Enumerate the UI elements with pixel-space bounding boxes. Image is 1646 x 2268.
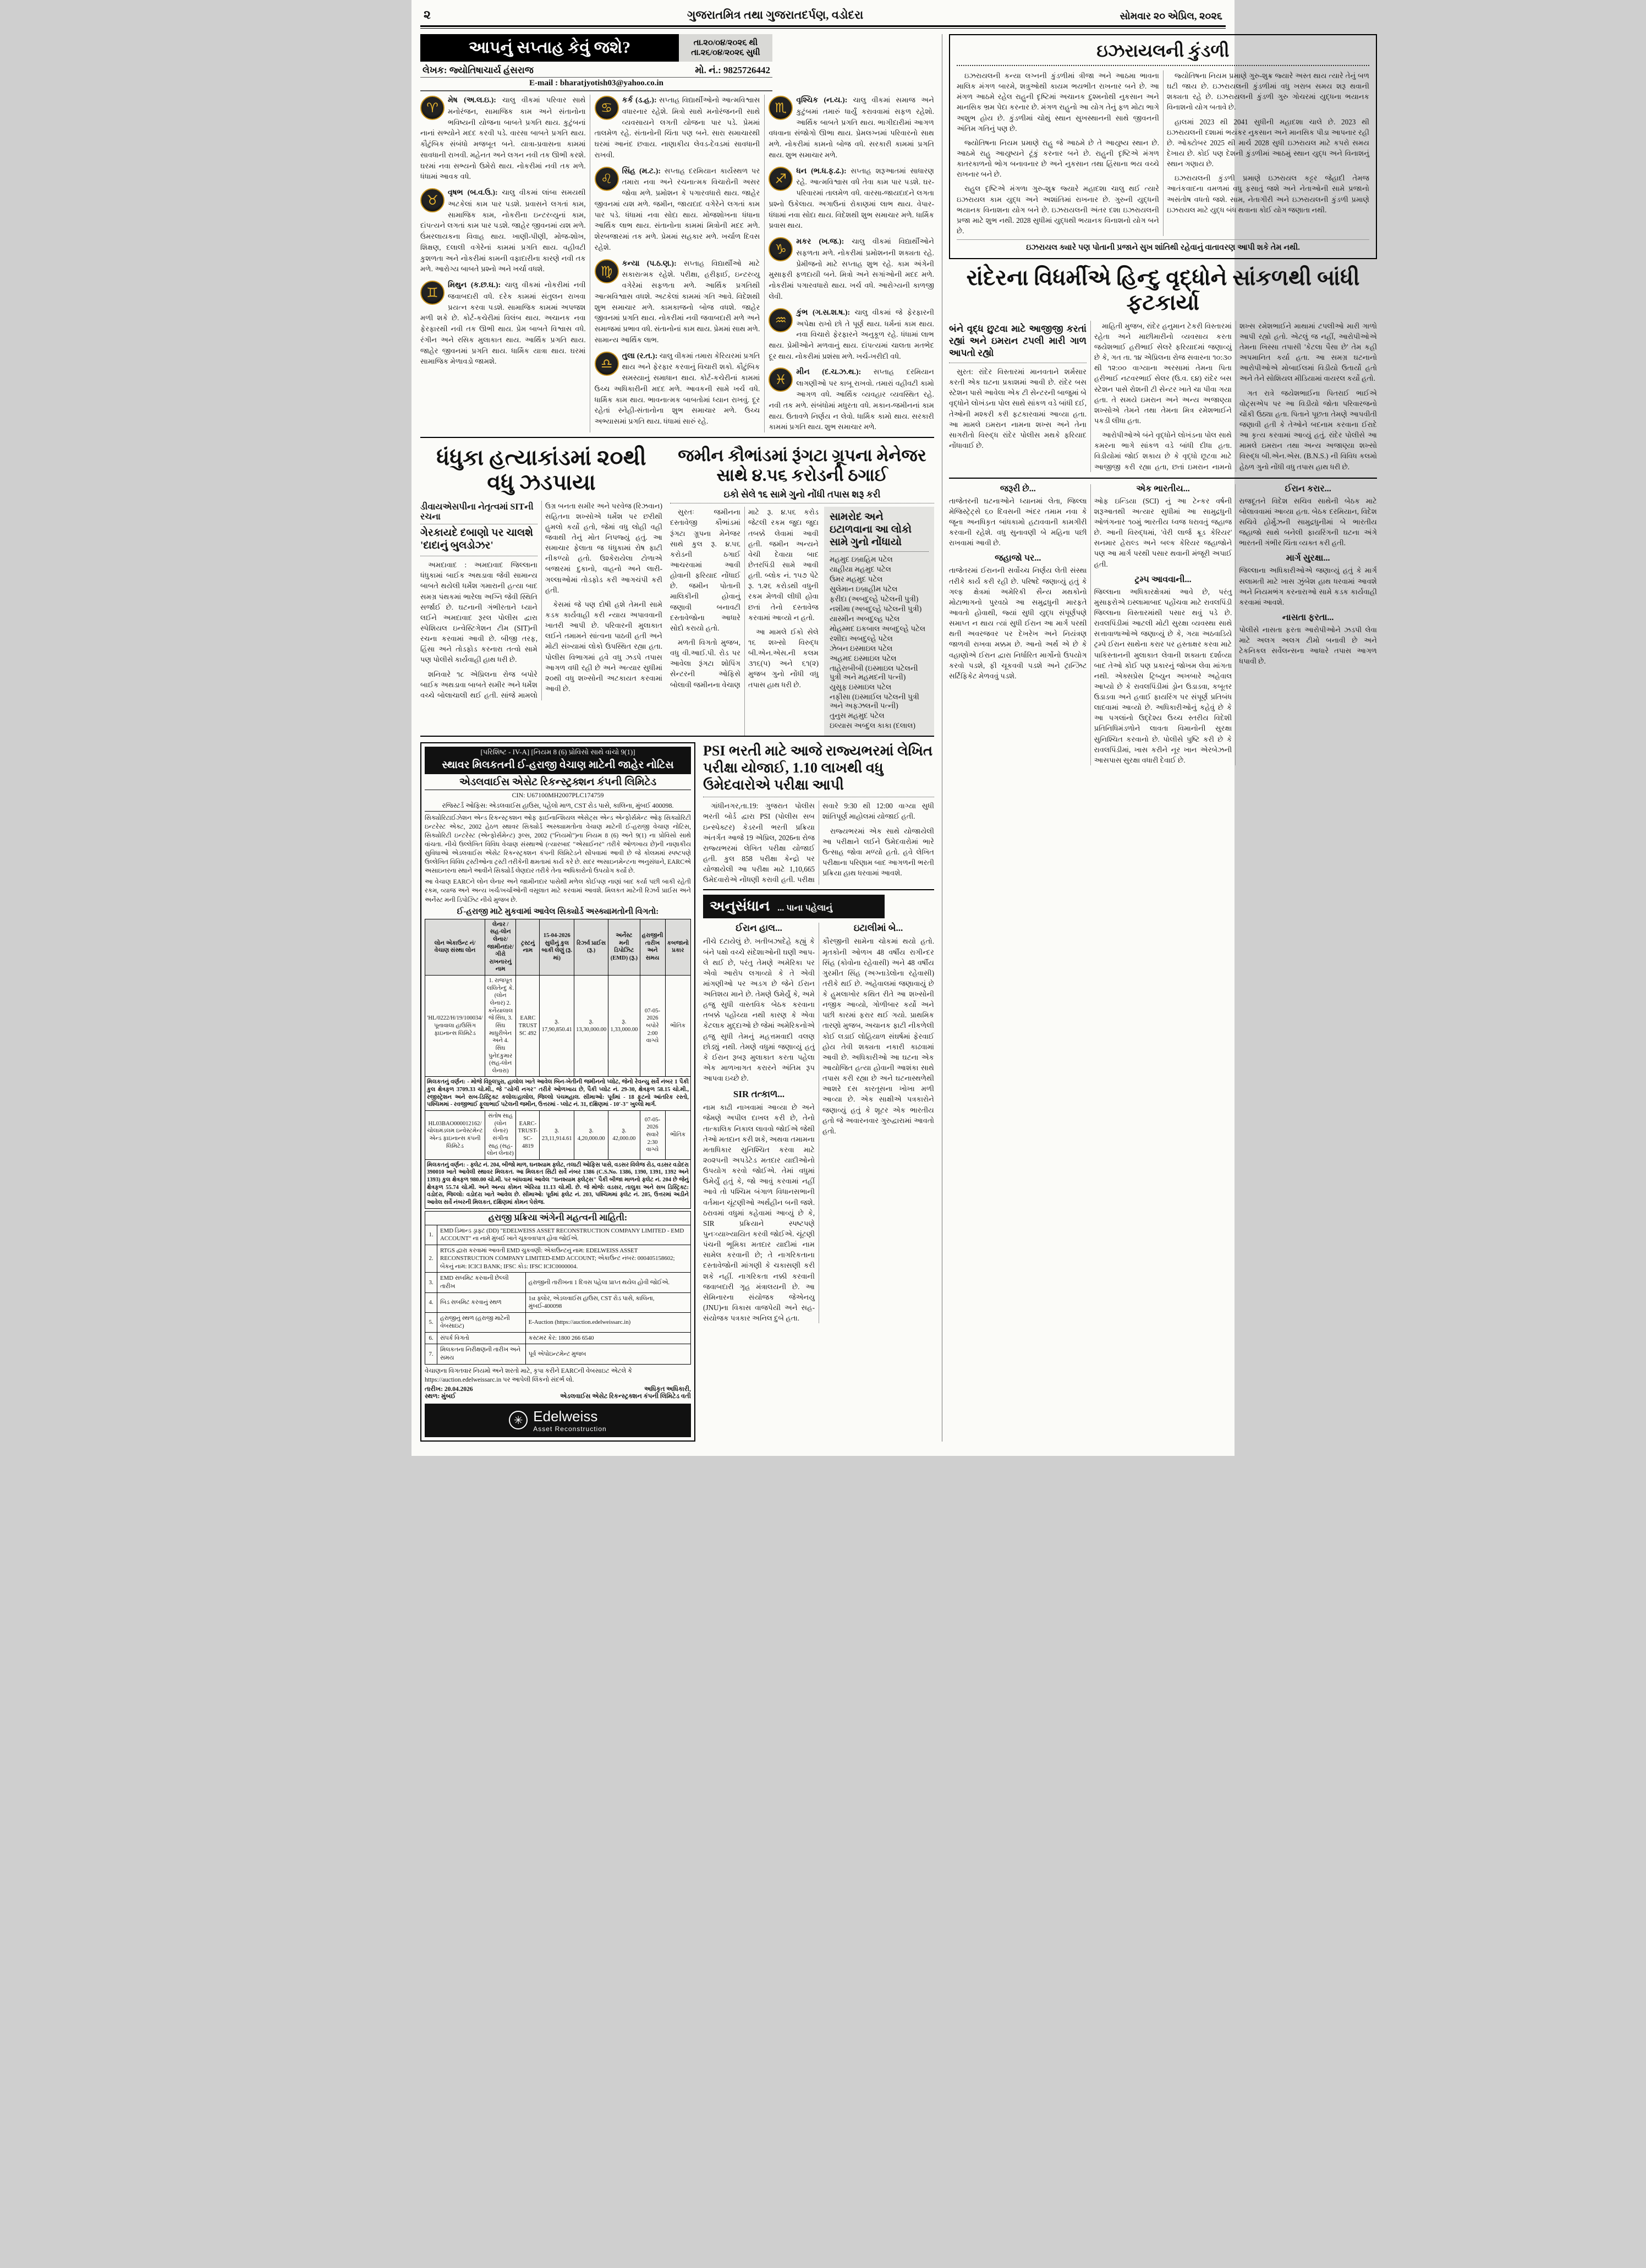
auction-table-row xyxy=(425,976,691,1077)
paragraph: અમદાવાદ : અમદાવાદ જિલ્લાના ધંધુકામાં બાઈક અથડાવા જેવી સામાન્ય બાબતે થયેલી ધર્મેશ ગમારાની હત્યા બાદ સમગ્ર પંથકમાં ભારેલા અગ્નિ જેવી સ્થિતિ સર્જાઈ છે. ઘટનાની ગંભીરતાને ધ્યાને લઈને અમદાવાદ રૂરલ પોલીસ દ્વારા સ્પેશિયલ ઇન્વેસ્ટિગેશન ટીમ (SIT)ની રચના કરવામાં આવી છે. બીજી તરફ, હિંસા અને તોડફોડ કરનારા તત્વો સામે પણ પોલીસે કાર્યવાહી હાથ ધરી છે. xyxy=(420,561,537,664)
paragraph: જ્યોતિષના નિયમ પ્રમાણે રાહુ જે આઠમે છે તે આયુષ્ય સ્થાન છે. આઠમે રાહુ આયુષ્યને ટૂંકું કરનાર બને છે. રાહુની દૃષ્ટિએ મંગળ કાતરકાળનો ભોગ બનાવનાર છે અને નુકસાન તથા હિંસાના ભય વચ્ચે રાખનાર બને છે. xyxy=(957,138,1159,179)
zodiac-entry xyxy=(595,166,760,253)
zodiac-icon: ♑ xyxy=(769,237,793,261)
paragraph: હાલમાં 2023 થી 2041 સુધીની મહાદશા ચાલે છે. 2023 થી ઇઝરાયલની દશામાં ભયંકર નુકસાન અને માનસિક પીડા આપનાર રહી છે. ઓક્ટોબર 2025 થી માર્ચ 2028 સુધી ઇઝરાયલ માટે કપરો સમય દેખાય છે. કોઈ પણ દેશની કુંડળીમાં આઠમું સ્થાન યુદ્ધ અને વિનાશનું સ્થાન ગણાય છે. xyxy=(1167,117,1369,168)
continuation-section-body: તાજેતરમાં ઈરાનની સર્વોચ્ચ નિર્ણય લેતી સંસ્થા તરીકે કાર્ય કરી રહી છે. પરિષદે જણાવ્યું હતું કે ગલ્ફ ક્ષેત્રમાં અમેરિકી સૈન્ય મથકોનો મોટાભાગનો પુરવઠો આ સમુદ્રધુની મારફતે આવતો હોવાથી, જ્યાં સુધી યુદ્ધ સંપૂર્ણપણે સમાપ્ત ન થાય ત્યાં સુધી ઈરાન આ માર્ગ પરથી થતી અવરજવર પર દેખરેખ અને નિયંત્રણ જાળવી રાખવા મક્કમ છે. આનો અર્થ એ છે કે વહાણોએ ઈરાન દ્વારા નિર્ધારિત માર્ગોનો ઉપયોગ કરવો પડશે, ફી ચૂકવવી પડશે અને ટ્રાન્ઝિટ સર્ટિફિકેટ મેળવવું પડશે. xyxy=(949,566,1087,680)
accused-name: રશીદા અબદુલ્હે પટેલ xyxy=(830,634,893,643)
info-label: બિડ સબમિટ કરવાનું સ્થળ xyxy=(437,1292,526,1312)
zodiac-entry xyxy=(769,307,934,362)
continuation-section-body: તાજેતરની ઘટનાઓને ધ્યાનમાં લેતા, જિલ્લા મેજિસ્ટ્રેટ્સે ૬૦ દિવસની અંદર તમામ નવા કે જૂના અનધિકૃત બાંધકામો હટાવવાની કામગીરી કરવાની રહેશે. વધુ સુનાવણી બે મહિના પછી રાખવામાં આવી છે. xyxy=(949,496,1087,547)
auction-table-header: અર્નેસ્ટ મની ડિપોઝિટ (EMD) (રૂ.) xyxy=(608,919,640,975)
table-cell: 07-05-2026 બપોરે 2:00 વાગ્યે xyxy=(640,976,665,1077)
continuation-section xyxy=(1239,613,1377,667)
continuation-section-body: નીચે દટાયેલું છે. ખતીબઝાદેહે કહ્યું કે બંને પક્ષો વચ્ચે સંદેશાઓની ઘણી આપ-લે થઈ છે, પરંતુ તેમણે અમેરિકા પર એવો આરોપ લગાવ્યો કે તે એવી માંગણીઓ પર અડગ છે જેને ઈરાન અતિશય માને છે. તેમણે ઉમેર્યું કે, અમે હજુ સુધી વાસ્તવિક બેઠક કરવાના તબક્કે પહોંચ્યા નથી કારણ કે એવા કેટલાક મુદ્દાઓ છે જેમાં અમેરિકનોએ હજુ સુધી તેમનું મહત્તમવાદી વલણ છોડ્યું નથી. તેમણે વધુમાં જણાવ્યું હતું કે ઈરાન રૂબરૂ મુલાકાત કરતા પહેલા એક માળખાગત કરારને અંતિમ રૂપ આપવા ઇચ્છે છે. xyxy=(703,937,815,1083)
auction-table-header: 15-04-2026 સુધીનું કુલ બાકી લેણું (રૂ. માં) xyxy=(540,919,574,975)
info-value: પૂર્વ એપોઇન્ટમેન્ટ મુજબ xyxy=(525,1344,690,1364)
zodiac-icon: ♊ xyxy=(420,281,445,305)
page-number: ૨ xyxy=(424,8,431,21)
article-rander xyxy=(949,266,1377,479)
zodiac-forecast: ચાલુ વીકમાં જે ફેરફારની અપેક્ષા રાખો છો તે પૂર્ણ થાય. ધર્મનાં કામ થાય. નવા વિચારો ફેરફારને અનુકૂળ રહે. ધંધામાં લાભ થાય. પ્રેમીઓને મળવાનું થાય. દાંપત્યમાં ચાલતા મતભેદ દૂર થાય. નોકરીમાં પ્રશંસા મળે. ખર્ચ-ખરીદી વધે. xyxy=(769,308,934,360)
info-label: સંપર્ક વિગતો xyxy=(437,1332,526,1344)
accused-name: નશીમા (અબદુલ્હે પટેલની પુત્રી) xyxy=(830,604,922,613)
masthead-title: ગુજરાતમિત્ર તથા ગુજરાતદર્પણ, વડોદરા xyxy=(687,8,864,21)
zodiac-name: ધન (ભ.ધ.ફ.ઢ.): xyxy=(796,167,847,176)
horoscope-section xyxy=(420,34,934,438)
auction-table-header: ટ્રસ્ટનું નામ xyxy=(516,919,540,975)
zodiac-name: વૃશ્ચિક (ન.ય.): xyxy=(796,96,848,105)
table-cell: ભૌતિક xyxy=(665,976,690,1077)
paragraph: ગત રાત્રે જયેશભાઈના પિતરાઈ ભાઈએ વોટ્સએપ પર આ વિડીયો જોતા પરિવારજનો ચોંકી ઉઠ્યા હતા. પિતાને પૂછતા તેમણે આપવીતી જણાવી હતી કે તેઓને બદનામ કરવાના ઈરાદે આ કૃત્ય કરવામાં આવ્યું હતું. રાંદેર પોલીસે આ મામલે ઇમરાન તથા અન્ય અજાણ્યા શખ્સો વિરુદ્ધ બી.એન.એસ. (B.N.S.) ની વિવિધ કલમો હેઠળ ગુનો નોંધી વધુ તપાસ હાથ ધરી છે. xyxy=(1239,388,1377,471)
accused-name: ફરીદા (અબદુલ્હે પટેલની પુત્રી) xyxy=(830,594,919,603)
masthead xyxy=(420,6,1226,25)
info-no: 4. xyxy=(425,1292,437,1312)
info-value: હરાજીની તારીખના 1 દિવસ પહેલા પ્રાપ્ત થયેલ હોવી જોઈએ. xyxy=(525,1273,690,1292)
horoscope-title: આપનું સપ્તાહ કેવું જશે? xyxy=(420,34,679,62)
zodiac-forecast: સપ્તાહ શરૂઆતમાં સાધારણ રહે. આત્મવિશ્વાસ વધે તેવા કામ પાર પડશે. ઘર-પરિવારમાં તાલમેળ વધે. વારસા-જાયદાદને લગતા પ્રશ્નો ઉકેલાય. અગાઉનાં રોકાણમાં લાભ થાય. વેપાર-ધંધામાં નવા સોદા થાય. વિદેશથી શુભ સમાચાર મળે. ધાર્મિક પ્રવાસ થાય. xyxy=(769,166,934,230)
zodiac-entry xyxy=(769,236,934,302)
paragraph: મળતી વિગતો મુજબ, વધુ વી.આઈ.પી. રોડ પર આવેલા રૂંગટા શોપિંગ સેન્ટરની ઓફિસે બોલાવી જમીનના વેચાણ માટે રૂ. ૪.૫૬ કરોડ જેટલી રકમ જુદા જુદા તબક્કે લેવામાં આવી હતી. જમીન અન્યને વેચી દેવાયા બાદ છેતરપિંડી સામે આવી હતી. બ્લોક નં. ૧૫૭ પેટે રૂ. ૧.૨૬ કરોડથી વધુની રકમ મેળવી લીધી હોવા છતાં તેનો દસ્તાવેજ કરવામાં આવ્યો ન હતો. xyxy=(670,508,819,689)
accused-name: મોહમ્મદ ઇકબાલ અબદુલ્હે પટેલ xyxy=(830,624,926,633)
paragraph: શનિવારે ૧૮ એપ્રિલના રોજ બપોરે બાઈક અથડાવા બાબતે સમીર અને ધર્મેશ વચ્ચે બોલાચાલી થઈ હતી. સાંજે મામલો ઉગ્ર બનતા સમીર અને પરવેજ (રિઝવાન) સહિતના શખ્સોએ ધર્મેશ પર છરીથી હુમલો કર્યો હતો, જેમાં વધુ લોહી વહી જવાથી તેનું મોત નિપજ્યું હતું. આ સમાચાર ફેલાતા જ ધંધુકામાં રોષ ફાટી નીકળ્યો હતો. ઉશ્કેરાયેલા ટોળાએ બજારમાં દુકાનો, વાહનો અને લારી-ગલ્લાઓમાં તોડફોડ કરી આગચંપી કરી હતી. xyxy=(420,501,662,699)
zodiac-entry xyxy=(420,187,586,275)
continuation-banner-subtitle: ... પાના પહેલાનું xyxy=(777,903,833,913)
auction-table xyxy=(425,919,691,1209)
notice-onbehalf: એડલવાઈસ એસેટ રિકન્સ્ટ્રક્શન કંપની લિમિટેડ વતી xyxy=(560,1393,691,1400)
zodiac-name: સિંહ (મ.ટ.): xyxy=(622,167,661,176)
notice-title: સ્થાવર મિલકતની ઈ-હરાજી વેચાણ માટેની જાહેર નોટિસ xyxy=(425,758,691,774)
table-cell: સંતોષ સાહ (લોન લેનાર) સંગીતા સાહ (સહ-લોન લેનાર) xyxy=(485,1110,515,1159)
edelweiss-logo-subtitle: Asset Reconstruction xyxy=(533,1425,607,1433)
accused-list-box xyxy=(824,507,934,735)
accused-name: ઝેબન ઇસ્માઇલ પટેલ xyxy=(830,644,893,653)
zodiac-entry xyxy=(420,280,586,367)
accused-name: યાસ્મીન અબદુલ્હ પટેલ xyxy=(830,614,900,623)
paragraph: ઇઝરાયલની કુંડળી પ્રમાણે ઇઝરાયલ કટ્ટર જેહાદી તેમજ આતંકવાદના વમળમાં વધુ ફસાતું જશે અને નેતાઓની સામે પ્રજાનો અસંતોષ વધતો જશે. સામ, નેતાગીરી અને ઇઝરાયલની કુંડળી પ્રમાણે ઇઝરાયલ માટે યુદ્ધ બંધ થવાના કોઈ યોગ જણાતા નથી. xyxy=(1167,174,1369,214)
continuation-section-title: એક ભારતીય... xyxy=(1136,484,1190,494)
accused-name: ઉમર મહમુદ પટેલ xyxy=(830,574,883,583)
continuation-section xyxy=(822,923,934,1136)
article-dhandhuka xyxy=(420,443,662,736)
left-main-zone xyxy=(420,34,934,1442)
table-cell: EARC TRUST SC 492 xyxy=(516,976,540,1077)
table-cell: 1. રાજપૂત લલિતેન્દુ કે. (લોન લેનાર) 2. કનૈયાલાલ જે સિંઘ, 3. સિંઘ માધુરીબેન અને 4. સિંઘ પુનેદકુમાર (સહ-લોન લેનારા) xyxy=(485,976,515,1077)
table-cell: રૂ. 1,33,000.00 xyxy=(608,976,640,1077)
paragraph: ઇઝરાયલની કન્યા લગ્નની કુંડળીમાં ત્રીજા અને આઠમા ભાવના માલિક મંગળ બારમે, શત્રુઓથી કાયમ ભયભીત રાખનાર બને છે. આ મંગળ આઠમે રહેલ રાહુની દૃષ્ટિમાં અચાનક દુશ્મનોથી નુકસાન અને માનસિક ભ્રમ પેદા કરનાર છે. મંગળ રાહુનો આ યોગ તેનું ફળ મોટા ભાગે અશુભ હોય છે. કુંડળીમાં ચોથું સ્થાન સુખસ્થાનની સાથે જીવનની અંતિમ ગતિનું પણ છે. xyxy=(957,72,1159,133)
dhandhuka-kicker-1: ડીવાયએસપીના નેતૃત્વમાં SITની રચના xyxy=(420,501,537,524)
mid-article-row xyxy=(420,438,934,737)
zodiac-forecast: ચાલુ વીકમાં નોકરીમાં નવી જવાબદારી વધે. દરેક કામમાં સંતુલન રાખવા પ્રયત્ન કરવા પડશે. સામાજિક કામમાં અપજશ મળી શકે છે. કોર્ટ-કચેરીમાં વિલંબ થાય. અચાનક નવા ફેરફારથી નવી તક ઊભી થાય. પ્રેમ બાબતે વિશ્વાસ વધે. રંગીન અને રસિક મુલાકાત થાય. આર્થિક પ્રગતિ થાય. જાહેર જીવનમાં પ્રગતિ થાય. ધાર્મિક યાત્રા થાય. ઘરમાં સામાજિક મેળાવડો જામશે. xyxy=(420,281,586,366)
info-value: 1st ફ્લોર, એડલવાઈસ હાઉસ, CST રોડ પાસે, કાલિના, મુંબઈ-400098 xyxy=(525,1292,690,1312)
paragraph: સુરત: રાંદેર વિસ્તારમાં માનવતાને શર્મસાર કરતી એક ઘટના પ્રકાશમાં આવી છે. રાંદેર બસ સ્ટેશન પાસે આવેલા એક ટી સેન્ટરની બાજુમાં બે વૃદ્ધોને લોખંડના પોલ સાથે સાંકળ વડે બાંધી દઈ, તેઓની મશ્કરી કરી ફટકારવામાં આવ્યા હતા. આ મામલે ઇમરાન નામના શખ્સ અને તેના સાગરીતો વિરુદ્ધ રાંદેર પોલીસ મથકે ફરિયાદ નોંધાવાઈ છે. xyxy=(949,367,1087,450)
notice-officer: અધિકૃત અધિકારી, xyxy=(644,1385,691,1393)
info-label: મિલકતના નિરીક્ષણની તારીખ અને સમય xyxy=(437,1344,526,1364)
info-no: 7. xyxy=(425,1344,437,1364)
land-scam-headline: જમીન કૌભાંડમાં રૂંગટા ગ્રૂપના મેનેજર સાથે ૪.૫૬ કરોડની ઠગાઈ xyxy=(678,446,926,485)
horoscope-email: E-mail : bharatjyotish03@yahoo.co.in xyxy=(420,78,772,91)
zodiac-forecast: ચાલુ વીકમાં પરિવાર સાથે મનોરંજન, સામાજિક કામ અને સંતાનોના ભવિષ્યની યોજના બાબતે પ્રગતિ થાય. કુટુંબનાં નાનાં સભ્યોને મદદ કરવી પડે. વારસા બાબતે પ્રગતિ થાય. કૌટુંબિક સંબંધો મજબૂત બને. યાત્રા-પ્રવાસના કામમાં સાવધાની રાખવી. મહેનત અને લગન નવી તક ઊભી કરશે. ઘરમાં નવા સભ્યનો ઉમેરો થાય. નોકરીમાં નવી તક મળે. ધંધામાં આવક વધે. xyxy=(420,96,586,181)
accused-list xyxy=(830,555,929,730)
mid-bottom-zone xyxy=(703,742,934,1442)
zodiac-forecast: સપ્તાહ દરમિયાન લાગણીઓ પર કાબૂ રાખવો. તમારાં વહીવટી કામો આગળ વધે. આર્થિક વ્યવહાર વ્યવસ્થિત રહે. નવી તક મળે. સંબંધોમાં મધુરતા વધે. મકાન-જમીનનાં કામ થાય. ઉતાવળે નિર્ણય ન લેવો. ધાર્મિક કામો થાય. સરકારી કામમાં પ્રગતિ થાય. શુભ સમાચાર મળે. xyxy=(769,368,934,431)
horoscope-date-range: તા.૨૦/૦૪/૨૦૨૬ થી તા.૨૬/૦૪/૨૦૨૬ સુધી xyxy=(679,34,772,62)
zodiac-entry xyxy=(595,350,760,427)
auction-info-table xyxy=(425,1225,691,1365)
zodiac-name: તુલા (ર.ત.): xyxy=(622,352,658,360)
continuation-section xyxy=(949,554,1087,681)
table-cell: રૂ. 13,30,000.00 xyxy=(574,976,608,1077)
zodiac-forecast: ચાલુ વીકમાં સમાજ અને કુટુંબમાં તમારું ધાર્યું કરાવવામાં સફળ રહેશો. આર્થિક બાબતે પ્રગતિ થાય. ભાગીદારીમાં આગળ વધવાના સંજોગો ઊભા થાય. પ્રેમલગ્નમાં પરિવારનો સાથ મળે. નોકરીમાં કામનો બોજ વધે. સરકારી કામમાં પ્રગતિ થાય. શુભ સમાચાર મળે. xyxy=(769,96,934,159)
continuation-section-title: ઇટાલીમાં બે... xyxy=(853,923,903,934)
zodiac-name: વૃષભ (બ.વ.ઉ.): xyxy=(448,189,498,198)
article-psi-exam xyxy=(703,742,934,891)
continuation-section-title: ઈરાન કરાર... xyxy=(1285,484,1331,494)
continuation-section-body: નામ કાઢી નાખવામાં આવ્યા છે અને જેમણે અપીલ દાખલ કરી છે, તેનો તાત્કાલિક નિકાલ લાવવો જોઈએ જેથી તેઓ મતદાન કરી શકે, અથવા તમામના મતાધિકાર સુનિશ્ચિત કરવા માટે ૨૦૨૫ની અપડેટેડ મતદાર યાદીઓનો ઉપયોગ કરવો જોઈએ. તેમાં વધુમાં ઉમેર્યું હતું કે, જો આવું કરવામાં નહીં આવે તો પશ્ચિમ બંગાળ વિધાનસભાની વર્તમાન ચૂંટણીઓ અર્થહીન બની જશે. ઠરાવમાં વધુમાં કહેવામાં આવ્યું છે કે, SIR પ્રક્રિયાને સ્પષ્ટપણે પુનઃવ્યાખ્યાયિત કરવી જોઈએ. ચૂંટણી પંચની ભૂમિકા મતદાર યાદીમાં નામ સામેલ કરવાની છે; તે નાગરિકતાના દસ્તાવેજોની માંગણી કે ચકાસણી કરી શકે નહીં. નાગરિકતા નક્કી કરવાની જવાબદારી ગૃહ મંત્રાલયની છે. આ સેમિનારના સંયોજક જેએનયુ (JNU)ના વિકાસ વાજપેયી અને સહ-સંયોજક પત્રકાર અનિલ દુબે હતા. xyxy=(703,1103,815,1323)
land-scam-body xyxy=(670,507,819,735)
auction-notice xyxy=(420,742,695,1442)
zodiac-forecast: સપ્તાહ દરમિયાન કાર્યસ્થળ પર તમારા નવા અને રચનાત્મક વિચારોની અસર જોવા મળે. પ્રમોશન કે પગારવધારો થાય. જાહેર જીવનમાં યશ મળે. જમીન, જાયદાદ વગેરેને લગતાં કામ પાર પડે. ધંધામાં નવા સોદા થાય. મોજશોખના ધંધાના આર્થિક લાભ થાય. સંતાનોના કામમાં મિત્રોની મદદ મળે. શેરબજારમાં તક મળે. પ્રેમમાં સહકાર મળે. ખર્ચાળ દિવસ રહેશે. xyxy=(594,166,760,251)
accused-name: યાહીયા મહમુદ પટેલ xyxy=(830,565,891,573)
table-cell: 07-05-2026 સવારે 2:30 વાગ્યે xyxy=(640,1110,665,1159)
accused-name: નફીસા (ઇસ્માઈલ પટેલની પુત્રી અને અફઝલની પત્ની) xyxy=(830,692,919,710)
auction-table-header: કબજાનો પ્રકાર xyxy=(665,919,690,975)
continuation-section-title: SIR તત્કાળ... xyxy=(733,1089,785,1100)
edelweiss-logo-icon: ✳ xyxy=(509,1411,528,1429)
zodiac-entry xyxy=(769,166,934,232)
newspaper-page xyxy=(412,0,1377,1456)
israel-body xyxy=(957,70,1369,236)
horoscope-author: લેખક: જ્યોતિષાચાર્ય હંસરાજ xyxy=(423,65,534,75)
paragraph: ગાંધીનગર,તા.19: ગુજરાત પોલીસ ભરતી બોર્ડ દ્વારા PSI (પોલીસ સબ ઇન્સ્પેક્ટર) કેડરની ભરતી પ્રક્રિયા અંતર્ગત આજે 19 એપ્રિલ, 2026ના રોજ રાજ્યભરમાં લેખિત પરીક્ષા યોજાઈ હતી. કુલ 858 પરીક્ષા કેન્દ્રો પર યોજાયેલી આ પરીક્ષા માટે 1,10,665 ઉમેદવારોએ નોંધણી કરાવી હતી. પરીક્ષા સવારે 9:30 થી 12:00 વાગ્યા સુધી શાંતિપૂર્ણ માહોલમાં યોજાઈ હતી. xyxy=(703,802,934,884)
dhandhuka-headline: ધંધુકા હત્યાકાંડમાં ૨૦થી વધુ ઝડપાયા xyxy=(436,445,646,495)
paragraph: સુરતઃ જમીનના દસ્તાવેજી કૌભાંડમાં રૂંગટા ગ્રૂપના મેનેજર સાથે કુલ રૂ. ૪.૫૬ કરોડની ઠગાઈ આચરવામાં આવી હોવાની ફરિયાદ નોંધાઈ છે. જમીન પોતાની માલિકીની હોવાનું જણાવી બનાવટી દસ્તાવેજોના આધારે સોદો કરાયો હતો. xyxy=(670,508,740,632)
horoscope-mobile: મો. નં.: 9825726442 xyxy=(695,65,770,75)
continuation-columns xyxy=(703,923,934,1323)
dotted-rule xyxy=(957,65,1369,66)
zodiac-icon: ♉ xyxy=(420,188,445,212)
zodiac-entry xyxy=(420,95,586,182)
rander-subhead: બંને વૃદ્ધ છુટવા માટે આજીજી કરતાં રહ્યાં અને ઇમરાન ટપલી મારી ગાળ આપતો રહ્યો xyxy=(949,321,1087,363)
zodiac-icon: ♎ xyxy=(595,352,619,376)
auction-table-header: રિઝર્વ પ્રાઈસ (રૂ.) xyxy=(574,919,608,975)
notice-intro: સિક્યોરિટાઈઝેશન એન્ડ રિકન્સ્ટ્રક્શન ઓફ ફાઈનાન્શિયલ એસેટ્સ એન્ડ એન્ફોર્સમેન્ટ ઓફ સિક્યોરિટી ઇન્ટરેસ્ટ એક્ટ, 2002 હેઠળ સ્થાવર સિક્યોર્ડ અસ્ક્યામતોના વેચાણ માટેની ઈ-હરાજી વેચાણ નોટિસ, સિક્યોરિટી ઇન્ટરેસ્ટ (એન્ફોર્સમેન્ટ) રૂલ્સ, 2002 ("નિયમો")ના નિયમ 8 (6) અને 9(1) ના પ્રોવિસો સાથે વાંચતા. નીચે ઉલ્લેખિત વિવિધ વેચાણ સંસ્થાઓ (ત્યારબાદ "એસાઈનર" તરીકે ઓળખાય છે)ની નાણાકીય સુવિધાઓ એડલવાઈસ એસેટ રિકન્સ્ટ્રક્શન કંપની લિમિટેડને સોંપવામાં આવી છે જે કોલમમાં સ્પષ્ટપણે ઉલ્લેખિત વિવિધ ટ્રસ્ટીઓના ટ્રસ્ટી તરીકેની ક્ષમતામાં કાર્ય કરે છે. સદર અસાઇનમેન્ટના અનુસંધાને, EARCએ અસાઇનરના સ્થાને આવીને સિક્યોર્ડ લેણદાર તરીકે તેના અધિકારોનો ઉપયોગ કર્યો છે. xyxy=(425,814,691,875)
zodiac-forecast: સપ્તાહ વિદ્યાર્થીઓ માટે સકારાત્મક રહેશે. પરીક્ષા, હરીફાઈ, ઇન્ટરવ્યુ વગેરેમાં સફળતા મળે. આર્થિક પ્રગતિથી આત્મવિશ્વાસ વધશે. અટકેલાં કામમાં ગતિ આવે. વિદેશથી શુભ સમાચાર મળે. કામકાજનો બોજ વધશે. જાહેર જીવનમાં પ્રગતિ થાય. નોકરીમાં નવી જવાબદારી મળે અને સમાજમાં પ્રભાવ વધે. સંતાનોનાં કામ થાય. પ્રેમમાં સાથ મળે. સામાન્ય આર્થિક લાભ. xyxy=(594,259,760,344)
info-label: EMD સબમિટ કરવાની છેલ્લી તારીખ xyxy=(437,1273,526,1292)
auction-table-header-row xyxy=(425,919,691,975)
info-label: હરાજીનું સ્થળ (હરાજી માટેની વેબસાઇટ) xyxy=(437,1312,526,1332)
zodiac-icon: ♍ xyxy=(595,259,619,283)
zodiac-icon: ♌ xyxy=(595,167,619,191)
table-cell: EARC-TRUST-SC-4819 xyxy=(516,1110,540,1159)
zodiac-name: મીન (દ.ચ.ઝ.થ.): xyxy=(796,368,862,377)
masthead-rule xyxy=(420,25,1226,29)
info-no: 1. xyxy=(425,1225,437,1245)
table-cell: રૂ. 17,90,850.41 xyxy=(540,976,574,1077)
zodiac-name: કન્યા (પ.ઠ.ણ.): xyxy=(622,259,677,268)
psi-body xyxy=(703,801,934,885)
edelweiss-logo-name: Edelweiss xyxy=(533,1407,598,1425)
continuation-section-title: નાસતા ફરતા... xyxy=(1282,612,1334,622)
table-cell: ભૌતિક xyxy=(665,1110,690,1159)
paragraph: માહિતી મુજબ, રાંદેર હનુમાન ટેકરી વિસ્તારમાં રહેતા અને માછીમારીનો વ્યવસાય કરતા જયેશભાઈ હરીભાઈ સેલરે ફરિયાદમાં જણાવ્યું છે કે, ગત તા. ૧૪ એપ્રિલના રોજ સવારના ૧૦:૩૦ થી ૧૨:૦૦ વાગ્યાના અરસામાં તેમના પિતા હરીભાઈ નટવરભાઈ સેલર (ઉ.વ. ૬૪) રાંદેર બસ સ્ટેશન પાસે રોશની ટી સેન્ટર ખાતે ચા પીવા ગયા હતા. તે સમયે ઇમરાન અને અન્ય અજાણ્યા શખ્સોએ તેમને તથા તેમના મિત્ર રમેશભાઈને પકડી લીધા હતા. xyxy=(1094,321,1232,425)
paragraph: જ્યોતિષના નિયમ પ્રમાણે ગુરુ-શુક્ર જ્યારે અસ્ત થાય ત્યારે તેનું બળ ઘટી જાય છે. ઇઝરાયલની કુંડળીમાં વધુ ખરાબ સમય શરૂ થવાની શક્યતા રહે છે. ઇઝરાયલની કુંડળી ગુરુ ગોચરમાં યુદ્ધના ભયાનક વિનાશનો યોગ બતાવે છે. xyxy=(1167,72,1369,112)
notice-company: એડલવાઈસ એસેટ રિકન્સ્ટ્રક્શન કંપની લિમિટેડ xyxy=(425,776,691,790)
notice-terms: વેચાણના વિગતવાર નિયમો અને શરતો માટે, કૃપા કરીને EARCની વેબસાઇટ એટલે કે https://auction.edelweissarc.in પર આપેલી લિંકનો સંદર્ભ લો. xyxy=(425,1367,633,1384)
zodiac-forecast: સપ્તાહ વિદ્યાર્થીઓનો આત્મવિશ્વાસ વધારનાર રહેશે. મિત્રો સાથે મનોરંજનની સાથે વ્યવસાયને લગતી યોજના પાર પડે. પ્રેમમાં તાલમેળ રહે. સંતાનોની ચિંતા પણ બને. સારા સમાચારથી ઘરમાં આનંદ છવાય. નાણાકીય લેવડ-દેવડમાં સાવધાની રાખવી. xyxy=(594,96,760,159)
article-land-scam xyxy=(670,443,934,736)
accused-name: અહમદ ઇસ્માઇલ પટેલ xyxy=(830,654,897,662)
zodiac-entry xyxy=(595,95,760,161)
notice-cin: CIN: U67100MH2007PLC174759 xyxy=(512,791,604,799)
zodiac-icon: ♏ xyxy=(769,96,793,120)
info-no: 2. xyxy=(425,1245,437,1273)
info-no: 6. xyxy=(425,1332,437,1344)
masthead-date: સોમવાર ૨૦ એપ્રિલ, ૨૦૨૬ xyxy=(1120,10,1222,21)
paragraph: રાહુલ દૃષ્ટિએ મંગળા ગુરુ-શુક્ર જ્યારે મહાદશા ચાલુ થઈ ત્યારે ઇઝરાયલ કામ યુદ્ધ અને અશાંતિમાં રાખનાર છે. ગુરુની યુદ્ધની ભયાનક વિનાશના યોગ બને છે. ઇઝરાયલની અંતર દશા ઇઝરાયલની પ્રજા માટે શુભ નથી. 2028 સુધીમાં યુદ્ધથી ભયાનક વિનાશનો યોગ બને છે. xyxy=(957,184,1159,235)
zodiac-icon: ♒ xyxy=(769,308,793,332)
zodiac-forecast: ચાલુ વીકમાં વિદ્યાર્થીઓને સફળતા મળે. નોકરીમાં પ્રમોશનની શક્યતા રહે. પ્રેમીજનો માટે સપ્તાહ શુભ રહે. કામ અંગેની મુસાફરી ફળદાયી બને. મિત્રો અને સગાંઓની મદદ મળે. નોકરીમાં પગારવધારો થાય. ખર્ચ વધે. આરોગ્યની કાળજી લેવી. xyxy=(769,237,934,300)
continuation-section-body: પોલીસે નાસતા ફરતા આરોપીઓને ઝડપી લેવા માટે અલગ અલગ ટીમો બનાવી છે અને ટેકનિકલ સર્વેલન્સના આધારે તપાસ આગળ ધપાવી છે. xyxy=(1239,625,1377,666)
continuation-section xyxy=(1239,484,1377,549)
info-value: કસ્ટમર કેર: 1800 266 6540 xyxy=(525,1332,690,1344)
continuation-banner xyxy=(703,895,885,918)
zodiac-name: મેષ (અ.લ.ઇ.): xyxy=(448,96,496,105)
zodiac-name: મિથુન (ક.છ.ઘ.): xyxy=(448,281,501,290)
continuation-section-body: ઓફ ઇન્ડિયા (SCI) નું આ ટેન્કર વર્ષની શરૂઆતથી અત્યાર સુધીમાં આ સામુદ્રધુની ઓળંગનાર ૧૦મું ભારતીય ધ્વજ ધરાવતું જહાજ છે. આની વિરુદ્ધમાં, 'વેરી લાર્જ ક્રૂડ કેરિયર' સનમાર હેરાલ્ડ અને બલ્ક કેરિયર જહાજોને પણ આ માર્ગ પરથી પસાર થવાની મંજૂરી અપાઈ હતી. xyxy=(1094,496,1232,568)
horoscope-columns xyxy=(420,95,934,432)
notice-date: તારીખ: 20.04.2026 xyxy=(425,1385,473,1393)
table-cell: HL03BAO000012162/ ચોલામંડલમ ઇન્વેસ્ટમેન્ટ એન્ડ ફાઇનાન્સ કંપની લિમિટેડ xyxy=(425,1110,485,1159)
auction-table-header: લેનાર / સહ-લોન લેનાર/ જામીનદાર/ ગીરો રાખનારનું નામ xyxy=(485,919,515,975)
zodiac-entry xyxy=(769,366,934,432)
info-no: 3. xyxy=(425,1273,437,1292)
accused-name: મહમુદ ઇબ્રાહિમ પટેલ xyxy=(830,555,893,563)
property-description-row xyxy=(425,1159,691,1208)
right-rail-zone xyxy=(942,34,1377,1442)
bottom-row xyxy=(420,737,934,1442)
zodiac-name: મકર (ખ.જ.): xyxy=(796,238,844,246)
auction-table-row xyxy=(425,1110,691,1159)
continuation-section xyxy=(1094,575,1232,765)
paragraph: આરોપીઓએ બંને વૃદ્ધોને લોખંડના પોલ સાથે કમરના ભાગે સાંકળ વડે બાંધી દીધા હતા. વિડીયોમાં જોઈ શકાય છે કે વૃદ્ધો છૂટવા માટે આજીજી કરી રહ્યા હતા, છતાં ઇમરાન નામનો શખ્સ રમેશભાઈને માથામાં ટપલીઓ મારી ગાળો આપી રહ્યો હતો. એટલું જ નહીં, આરોપીઓએ તેમના ખિસ્સા તપાસી 'કેટલા પૈસા છે' તેમ કહી અપમાનિત કર્યા હતા. આ સમગ્ર ઘટનાનો આરોપીઓએ મોબાઈલમાં વિડીયો ઉતાર્યો હતો અને તેને સોશિયલ મીડિયામાં વાયરલ કર્યો હતો. xyxy=(1094,321,1377,471)
continuation-section xyxy=(703,923,815,1083)
right-continuation-columns xyxy=(949,484,1377,765)
accused-name: ઇલ્યાસ અબ્દુલ કાકા (દલાલ) xyxy=(830,721,916,730)
continuation-section-body: જિલ્લાના અધિકારીઓએ જણાવ્યું હતું કે માર્ગ સલામતી માટે ખાસ ઝુંબેશ હાથ ધરવામાં આવશે અને નિયમભંગ કરનારાઓ સામે કડક કાર્યવાહી કરવામાં આવશે. xyxy=(1239,566,1377,606)
continuation-section xyxy=(1239,554,1377,607)
edelweiss-logo xyxy=(425,1404,691,1437)
property-description: મિલકતનું વર્ણન: - ફ્લેટ નં. 204, બીજો માળ, ઘનશ્યામ ફ્લેટ, તલાટી ઓફિસ પાસે, વડસર વિલેજ રોડ, વડસર વડોદરા 390010 ખાતે આવેલી સ્થાવર મિલકત. આ મિલકત સિટી સર્વે નંબર 1386 (C.S.No. 1386, 1390, 1391, 1392 અને 1393) કુલ ક્ષેત્રફળ 980.00 ચો.મી. પર બાંધવામાં આવેલ "ઘનશ્યામ ફ્લેટ્સ" પૈકી બીજા માળનો ફ્લેટ નં. 204 છે જેનું ક્ષેત્રફળ 55.74 ચો.મી. અને અન્ય કોમન એરિયા 11.13 ચો.મી. છે. જે મોજે: વડસર, તાલુકા અને સબ ડિસ્ટ્રિક્ટ: વડોદરા, જિલ્લો: વડોદરા ખાતે આવેલ છે. સીમાઓ: પૂર્વમાં ફ્લેટ નં. 203, પશ્ચિમમાં ફ્લેટ નં. 205, ઉત્તરમાં અડીને આવેલ સર્વે નંબરની મિલકત, દક્ષિણમાં કોમન પેસેજ. xyxy=(425,1159,691,1208)
continuation-section xyxy=(703,1089,815,1323)
property-description: મિલકતનું વર્ણન: - મોજે વિઠ્ઠલપુરા, હાલોલ ખાતે આવેલ બિન-ખેતીની જમીનનો પ્લોટ, જેનો રેવન્યુ સર્વે નંબર 1 પૈકી કુલ ક્ષેત્રફળ 3709.33 ચો.મી., જે "યોગી નગર" તરીકે ઓળખાય છે, પૈકી પ્લોટ નં. 29-30, ક્ષેત્રફળ 58.15 ચો.મી., રજીસ્ટ્રેશન અને સબ-ડિસ્ટ્રિક્ટ કલોલ/હાલોલ, જિલ્લો પંચમહાલ. સીમાઓ: પૂર્વમાં - 18 ફૂટનો આંતરિક રસ્તો, પશ્ચિમમાં - રવજીભાઈ ફૂલાભાઈ પટેલની જમીન, ઉત્તરમાં - પ્લોટ નં. 31, દક્ષિણમાં - 10'-3" ખુલ્લો માર્ગ. xyxy=(425,1077,691,1111)
paragraph: આ મામલે ઈકો સેલે ૧૬ શખ્સો વિરુદ્ધ બી.એન.એસ.ની કલમ ૩૧૬(૫) અને ૬૧(૨) મુજબ ગુનો નોંધી વધુ તપાસ હાથ ધરી છે. xyxy=(748,627,819,689)
paragraph: રાજ્યભરમાં એક સાથે યોજાયેલી આ પરીક્ષાને લઈને ઉમેદવારોમાં ભારે ઉત્સાહ જોવા મળ્યો હતો. હવે લેખિત પરીક્ષાના પરિણામ બાદ આગળની ભરતી પ્રક્રિયા હાથ ધરવામાં આવશે. xyxy=(822,826,934,878)
zodiac-icon: ♐ xyxy=(769,167,793,191)
continuation-section-title: માર્ગ સુરક્ષા... xyxy=(1286,554,1330,563)
accused-name: સુલેમાન ઇબ્રાહીમ પટેલ xyxy=(830,584,898,593)
auction-table-header: લોન એકાઉન્ટ નં/ વેચાણ સંસ્થા લોન xyxy=(425,919,485,975)
zodiac-name: કુંભ (ગ.સ.શ.ષ.): xyxy=(796,308,851,317)
continuation-section-title: ઈરાન હાલ... xyxy=(736,923,782,934)
info-value: E-Auction (https://auction.edelweissarc.in) xyxy=(525,1312,690,1332)
info-label: RTGS દ્વારા કરવામાં આવતી EMD ચુકવણી: એકાઉન્ટનું નામ: EDELWEISS ASSET RECONSTRUCTION COMPANY LIMITED-EMD ACCOUNT; એકાઉન્ટ નંબર: 000405158602; બેંકનું નામ: ICICI BANK; IFSC કોડ: IFSC ICIC0000004. xyxy=(437,1245,691,1273)
accused-name: તુનુસ મહમુદ પટેલ xyxy=(830,711,885,720)
rander-headline: રાંદેરના વિધર્મીએ હિન્દુ વૃદ્ધોને સાંકળથી બાંધી ફટકાર્યા xyxy=(966,265,1360,315)
table-cell: રૂ. 42,000.00 xyxy=(608,1110,640,1159)
accused-name: તાહેરાબીબી (ઇસ્માઇલ પટેલની પુત્રી અને મહમદની પત્ની) xyxy=(830,664,918,681)
continuation-section-body: જિલ્લાના અધિકારક્ષેત્રમાં આવે છે, પરંતુ મુસાફરોએ ઇસ્લામાબાદ પહોંચવા માટે રાવલપિંડી જિલ્લાના વિસ્તારમાંથી પસાર થવું પડે છે. રાવલપિંડીમાં આટલી મોટી સુરક્ષા વ્યવસ્થા સાથે સત્તાવાળાઓએ જણાવ્યું છે કે, ગયા અઠવાડિયે ટ્રમ્પે ઈરાન સાથેના કરાર પર હસ્તાક્ષર કરવા માટે પાકિસ્તાનની મુલાકાત લેવાની શક્યતા દર્શાવ્યા બાદ તેઓ કોઈ પણ પ્રકારનું જોખમ લેવા માંગતા નથી. એક્સપ્રેસ ટ્રિબ્યુન અખબારે અહેવાલ આપ્યો છે કે રાવલપિંડીમાં ડ્રોન ઉડાડવા, કબૂતર ઉડાડવા અને હવાઈ ફાયરિંગ પર સંપૂર્ણ પ્રતિબંધ લાદવામાં આવ્યો છે. અધિકારીઓનું કહેવું છે કે આ પગલાંનો ઉદ્દેશ્ય ઉચ્ચ સ્તરીય વિદેશી પ્રતિનિધિમંડળોને લાવતા વિમાનોની સુરક્ષા સુનિશ્ચિત કરવાનો છે. પોલીસે પુષ્ટિ કરી છે કે રાવલપિંડીમાં, ખાસ કરીને નૂર ખાન એરબેઝની આસપાસ સુરક્ષા વધારી દેવાઈ છે. xyxy=(1094,587,1232,764)
continuation-section-body: કૌરજીની સામેના ચોકમાં થયો હતો. મૃતકોની ઓળખ 48 વર્ષીય રાગીન્દર સિંહ (કોવોના રહેવાસી) અને 48 વર્ષીય ગુરમીત સિંહ (અગ્નાડેલોના રહેવાસી) તરીકે થઈ છે. અહેવાલમાં જણાવાયું છે કે હુમલાખોર કથિત રીતે આ શખ્સોની નજીક આવ્યો, ગોળીબાર કર્યો અને પછી કારમાં ફરાર થઈ ગયો. પ્રાથમિક તારણો મુજબ, અચાનક ફાટી નીકળેલી કોઈ લડાઈ લોહિયાળ સંઘર્ષમાં ફેરવાઈ હોય તેવી શક્યતા નકારી કાઢવામાં આવી છે. અધિકારીઓ આ ઘટના એક આયોજિત હત્યા હોવાની આશંકા સાથે તપાસ કરી રહ્યા છે અને ઘટનાસ્થળેથી આશરે દસ કારતૂસના ખોખા મળી આવ્યા છે. એક સાક્ષીએ પત્રકારોને જણાવ્યું હતું કે શૂટર એક ભારતીય હતો જે અવારનવાર ગુરુદ્વારામાં આવતો હતો. xyxy=(822,937,934,1135)
info-no: 5. xyxy=(425,1312,437,1332)
accused-name: યુસુફ ઇસ્માઇલ પટેલ xyxy=(830,682,892,691)
continuation-section-title: જહાજો પર... xyxy=(995,554,1041,563)
zodiac-entry xyxy=(769,95,934,161)
accused-list-title: સામરોદ અને ઇટાળવાના આ લોકો સામે ગુનો નોંધાયો xyxy=(830,511,929,551)
info-label: EMD ડિમાન્ડ ડ્રાફ્ટ (DD) "EDELWEISS ASSET RECONSTRUCTION COMPANY LIMITED - EMD ACCOUNT" ના નામે મુંબઈ ખાતે ચૂકવવાપાત્ર હોવા જોઈએ. xyxy=(437,1225,691,1245)
notice-registered-office: રજિસ્ટર્ડ ઓફિસ: એડલવાઈસ હાઉસ, પહેલો માળ, CST રોડ પાસે, કાલિના, મુંબઈ 400098. xyxy=(425,801,691,812)
zodiac-forecast: ચાલુ વીકમાં તમારા કેરિયરમાં પ્રગતિ થાય અને ફેરફાર કરવાનું વિચારી શકો. કૌટુંબિક સમસ્યાનું સમાધાન થાય. કોર્ટ-કચેરીનાં કામમાં ઉચ્ચ અધિકારીની મદદ મળે. આવકની સામે ખર્ચ વધે. ધાર્મિક કામ થાય. ભાવનાત્મક બાબતોમાં ધ્યાન રાખવું. દૂર રહેતાં સ્નેહી-સંતાનોના શુભ સમાચાર મળે. ઉચ્ચ અભ્યાસમાં પ્રગતિ થાય. ધંધામાં સારું રહે. xyxy=(594,351,760,426)
zodiac-entry xyxy=(595,258,760,346)
auction-table-header: હરાજીની તારીખ અને સમય xyxy=(640,919,665,975)
continuation-section xyxy=(949,484,1087,549)
notice-rule-line: [પરિશિષ્ટ - IV-A] [નિયમ 8 (6) પ્રોવિસો સાથે વાંચો 9(1)] xyxy=(425,747,691,758)
continuation-banner-title: અનુસંધાન xyxy=(710,898,770,914)
horoscope-byline xyxy=(420,64,772,78)
notice-place: સ્થળ: મુંબઈ xyxy=(425,1393,456,1400)
zodiac-icon: ♈ xyxy=(420,96,445,120)
continuation-section-body: રાજદૂતને વિદેશ સચિવ સાથેની બેઠક માટે બોલાવવામાં આવ્યા હતા. બેઠક દરમિયાન, વિદેશ સચિવે હોર્મુઝની સામુદ્રધુનીમાં બે ભારતીય જહાજો સાથે બનેલી ફાયરિંગની ઘટના અંગે ભારતની ગંભીર ચિંતા વ્યક્ત કરી હતી. xyxy=(1239,496,1377,547)
table-cell: રૂ. 4,20,000.00 xyxy=(574,1110,608,1159)
table-cell: રૂ. 23,11,914.61 xyxy=(540,1110,574,1159)
zodiac-icon: ♓ xyxy=(769,368,793,392)
continuation-section-title: ટ્રમ્પ આવવાની... xyxy=(1134,574,1192,584)
continuation-section xyxy=(1094,484,1232,569)
zodiac-name: કર્ક (ડ.હ.): xyxy=(622,96,657,105)
notice-intro-2: આ વેચાણ EARCને લોન લેનાર અને જામીનદાર પાસેથી મળેલ કોઈપણ નાણાં બાદ કર્યા પછી બાકી રહેતી રકમ, વ્યાજ અને અન્ય ખર્ચ/ખર્ચાઓની વસૂલાત માટે કરવામાં આવશે. મિલકત માટેની રિઝર્વ પ્રાઈસ અને અર્નેસ્ટ મની ડિપોઝિટ નીચે મુજબ છે. xyxy=(425,879,691,903)
article-israel-kundali xyxy=(949,34,1377,259)
dhandhuka-kicker-2: ગેરકાયદે દબાણો પર ચાલશે 'દાદાનું બુલડોઝર' xyxy=(420,524,537,557)
table-cell: 'HL/0222/H/19/100034/ પૂનાવાલા હાઉસિંગ ફાઇનાન્સ લિમિટેડ xyxy=(425,976,485,1077)
land-scam-subhead: ઇકો સેલે ૧૬ સામે ગુનો નોંધી તપાસ શરૂ કરી xyxy=(670,489,934,503)
israel-closing-line: ઇઝરાયલ ક્યારે પણ પોતાની પ્રજાને સુખ શાંતિથી રહેવાનું વાતાવરણ આપી શકે તેમ નથી. xyxy=(957,239,1369,253)
zodiac-icon: ♋ xyxy=(595,96,619,120)
continuation-section-title: જરૂરી છે... xyxy=(1000,484,1036,494)
notice-table-title: ઈ-હરાજી માટે મુકવામાં આવેલ સિક્યોર્ડ અસ્ક્યામતોની વિગતો: xyxy=(457,907,659,916)
israel-title: ઇઝરાયલની કુંડળી xyxy=(1096,41,1230,61)
zodiac-forecast: ચાલુ વીકમાં લાંબા સમયથી અટકેલાં કામ પાર પડશે. પ્રવાસને લગતાં કામ, સામાજિક કામ, નોકરીના ઇન્ટરવ્યુનાં કામ, દાંપત્યને લગતાં કામ પાર પડશે. જાહેર જીવનમાં યશ મળે. ઉંમરલાયકના વિવાહ થાય. ખાણી-પીણી, મોજ-શોખ, શિક્ષણ, દલાલી વગેરેનાં કામમાં પ્રગતિ થાય. વહીવટી કુશળતા અને નોકરીમાં કામની વફાદારીના કારણે નવી તક મળે. આરોગ્ય બાબતે પ્રશ્નો અને ખર્ચા વધશે. xyxy=(420,188,586,273)
auction-info-title: હરાજી પ્રક્રિયા અંગેની મહત્વની માહિતી: xyxy=(425,1211,691,1225)
psi-headline: PSI ભરતી માટે આજે રાજ્યભરમાં લેખિત પરીક્ષા યોજાઈ, 1.10 લાખથી વધુ ઉમેદવારોએ પરીક્ષા આપી xyxy=(703,742,933,793)
paragraph: કેસમાં જે પણ દોષી હશે તેમની સામે કડક કાર્યવાહી કરી ન્યાય અપાવવાની ખાતરી આપી છે. પરિવારની મુલાકાત લઈને તમામને સાંત્વના પાઠવી હતી અને મોટી સંખ્યામાં લોકો ઉપસ્થિત રહ્યા હતા. પોલીસ વિભાગમાં હવે વધુ ઝડપે તપાસ આગળ વધી રહી છે અને અત્યાર સુધીમાં ૨૦થી વધુ શખ્સોની અટકાયત કરવામાં આવી છે. xyxy=(545,600,662,693)
property-description-row xyxy=(425,1077,691,1111)
